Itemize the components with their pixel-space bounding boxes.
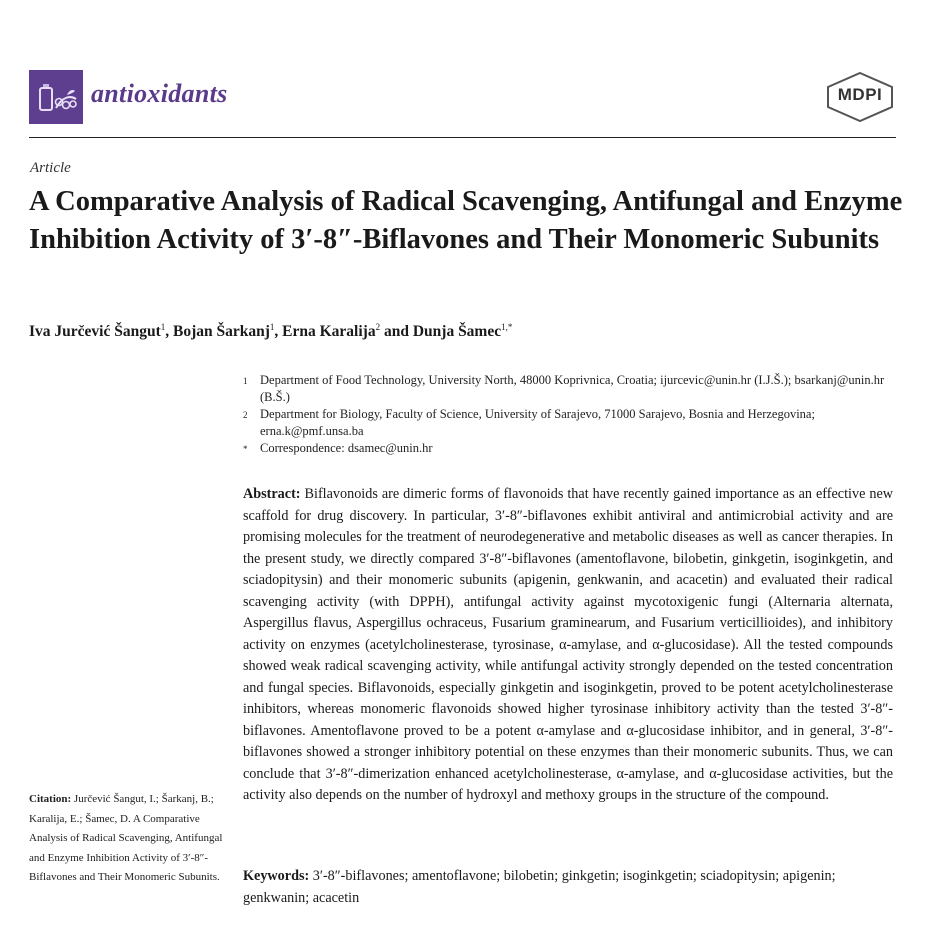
- affiliation-item: [243, 372, 903, 406]
- citation-box: [29, 790, 224, 888]
- abstract-text: Biflavonoids are dimeric forms of flavonoids that have recently gained importance as an effective new scaffold for drug discovery. In particular, 3′-8″-biflavones exhibit antiviral and antimicrobial activity and are promising molecules for the treatment of neurodegenerative and metabolic diseases as well as cancer therapies. In the present study, we directly compared 3′-8″-biflavones (amentoflavone, bilobetin, ginkgetin, isoginkgetin, and sciadopitysin) and their monomeric subunits (apigenin, genkwanin, and acacetin) and evaluated their radical scavenging activity (with DPPH), antifungal activity against mycotoxigenic fungi (Alternaria alternata, Aspergillus flavus, Aspergillus ochraceus, Fusarium graminearum, and Fusarium verticillioides), and inhibitory activity on enzymes (acetylcholinesterase, tyrosinase, α-amylase, and α-glucosidase). All the tested compounds showed weak radical scavenging activity, while antifungal activity strongly depended on the tested concentration and fungal species. Biflavonoids, especially ginkgetin and isoginkgetin, proved to be potent acetylcholinesterase inhibitors, whereas monomeric flavonoids showed higher tyrosinase inhibitory activity than the tested 3′-8″-biflavones. Amentoflavone proved to be a potent α-amylase and α-glucosidase inhibitor, and in general, 3′-8″-biflavones showed a stronger inhibitory potential on these enzymes than their monomeric subunits. Thus, we can conclude that 3′-8″-dimerization enhanced acetylcholinesterase, α-amylase, and α-glucosidase activities, but the activity also depends on the number of hydroxyl and methoxy groups in the structure of the compound.: [243, 486, 894, 803]
- publisher-logo[interactable]: [824, 71, 896, 123]
- citation-text: Jurčević Šangut, I.; Šarkanj, B.; Karalija, E.; Šamec, D. A Comparative Analysis of Radical Scavenging, Antifungal and Enzyme Inhibition Activity of 3′-8″-Biflavones and Their Monomeric Subunits.: [29, 793, 223, 883]
- article-title: A Comparative Analysis of Radical Scavenging, Antifungal and Enzyme Inhibition Activity of 3′-8″-Biflavones and Their Monomeric Subunits: [29, 186, 903, 255]
- keywords: [243, 866, 893, 909]
- author-affil-mark: 2: [375, 322, 381, 332]
- author-separator: ,: [274, 323, 283, 341]
- article-type: Article: [30, 160, 71, 176]
- journal-name[interactable]: antioxidants: [91, 79, 228, 108]
- author-affil-mark: 1: [269, 322, 275, 332]
- author-separator: and: [380, 323, 413, 341]
- author-name[interactable]: Erna Karalija: [282, 323, 376, 341]
- author-name[interactable]: Iva Jurčević Šangut: [29, 323, 161, 341]
- affiliation-item: [243, 440, 903, 458]
- author-separator: ,: [165, 323, 173, 341]
- author-name[interactable]: Dunja Šamec: [412, 323, 502, 341]
- author-list: [29, 322, 512, 341]
- affiliations: [243, 372, 903, 458]
- journal-logo-icon: [29, 70, 83, 124]
- correspondence-text: Correspondence: dsamec@unin.hr: [260, 441, 433, 455]
- affiliation-text: Department for Biology, Faculty of Science, University of Sarajevo, 71000 Sarajevo, Bosnia and Herzegovina; erna.k@pmf.unsa.ba: [260, 407, 815, 438]
- affiliation-mark: 2: [243, 410, 248, 420]
- affiliation-mark: 1: [243, 376, 248, 386]
- journal-header: [29, 70, 896, 138]
- author-affil-mark: 1: [160, 322, 166, 332]
- keywords-text: 3′-8″-biflavones; amentoflavone; bilobetin; ginkgetin; isoginkgetin; sciadopitysin; apigenin; genkwanin; acacetin: [243, 868, 836, 906]
- author-affil-mark: 1,*: [501, 322, 513, 332]
- affiliation-mark: *: [243, 444, 248, 454]
- abstract: [243, 484, 893, 807]
- affiliation-item: [243, 406, 903, 440]
- affiliation-text: Department of Food Technology, University North, 48000 Koprivnica, Croatia; ijurcevic@unin.hr (I.J.Š.); bsarkanj@unin.hr (B.Š.): [260, 373, 885, 404]
- header-divider: [29, 137, 896, 138]
- publisher-name: MDPI: [837, 85, 883, 104]
- author-name[interactable]: Bojan Šarkanj: [173, 323, 270, 341]
- abstract-label: Abstract:: [243, 486, 301, 502]
- citation-label: Citation:: [29, 793, 72, 805]
- keywords-label: Keywords:: [243, 868, 310, 884]
